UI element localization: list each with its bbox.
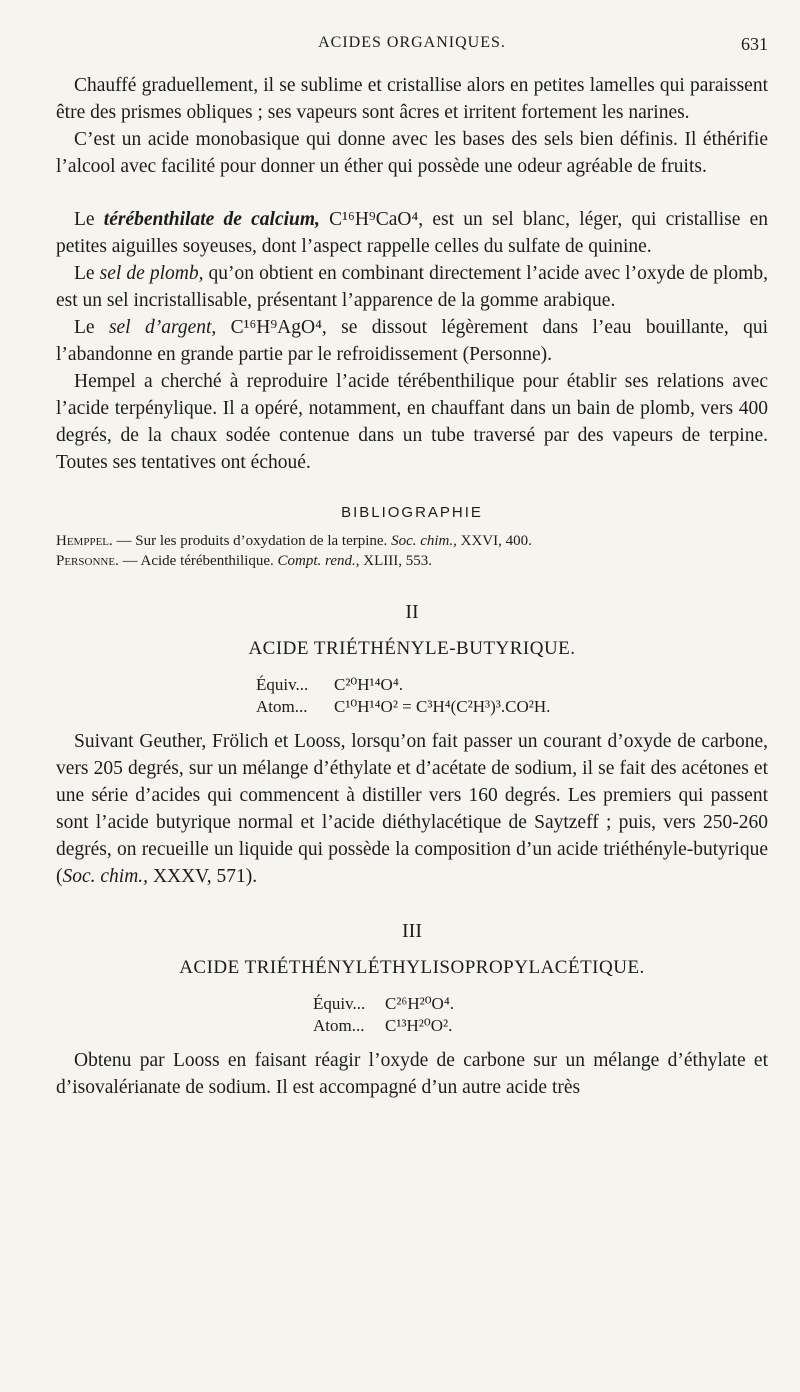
atom-formula (313, 1015, 768, 1037)
paragraph: C’est un acide monobasique qui donne avec les bases des sels bien définis. Il éthérifie l’alcool avec facilité pour donner un éther qui possède une odeur agréable de fruits. (56, 129, 768, 177)
plomb-salt-paragraph (56, 260, 768, 314)
ref-author: Hemppel. (56, 533, 113, 549)
ref-author: Personne. (56, 553, 119, 569)
formula: C¹⁶H⁹AgO⁴, (216, 317, 327, 338)
text: Suivant Geuther, Frölich et Looss, lorsqu’on fait passer un courant d’oxyde de carbone, vers 205 degrés, sur un mélange d’éthylate et d’acétate de sodium, il se fait des acétones et une série d’acides qui commencent à distiller vers 160 degrés. Les premiers qui passent sont l’acide butyrique normal et l’acide diéthylacétique de Saytzeff ; puis, vers 250-260 degrés, on recueille un liquide qui possède la composition d’un acide triéthényle-butyrique ( (56, 731, 768, 887)
equiv-formula (313, 993, 768, 1015)
ref-text: XLIII, 553. (359, 553, 432, 569)
formula-value: C¹³H²⁰O². (385, 1016, 453, 1035)
formula-label: Équiv... (256, 675, 309, 694)
formula-label: Atom... (313, 1016, 365, 1035)
atom-formula (256, 696, 768, 718)
text: Le (74, 263, 100, 284)
text: Le (74, 317, 109, 338)
ref-text: XXVI, 400. (456, 533, 532, 549)
text: qu’on obtient en combinant directement l’acide avec l’oxyde de plomb, est un sel incristallisable, présentant l’apparence de la gomme arabique. (56, 263, 768, 311)
formula-label: Atom... (256, 697, 308, 716)
text: Le (74, 209, 104, 230)
ref-text: — Acide térébenthilique. (118, 553, 278, 569)
formula-value: C²⁰H¹⁴O⁴. (334, 675, 404, 694)
salt-name: sel d’argent, (108, 317, 217, 338)
paragraph: Hempel a cherché à reproduire l’acide térébenthilique pour établir ses relations avec l’acide terpénylique. Il a opéré, notamment, en chauffant dans un bain de plomb, vers 400 degrés, de la chaux sodée contenue dans un tube traversé par des vapeurs de terpine. Toutes ses tentatives ont échoué. (56, 371, 768, 473)
formula-value: C²⁶H²⁰O⁴. (385, 994, 455, 1013)
document-page (56, 32, 768, 1101)
section-numeral: III (402, 920, 422, 942)
salt-name: sel de plomb, (99, 263, 204, 284)
text: se dissout légèrement dans l’eau bouillante, qui l’abandonne en grande partie par le refroidissement (Personne). (56, 317, 768, 365)
argent-salt-paragraph (56, 314, 768, 368)
section-title: ACIDE TRIÉTHÉNYLÉTHYLISOPROPYLACÉTIQUE. (179, 957, 645, 978)
bibliography-entry (56, 551, 768, 571)
section-title: ACIDE TRIÉTHÉNYLE-BUTYRIQUE. (248, 638, 576, 659)
formula-value: C¹⁰H¹⁴O² = C³H⁴(C²H³)³.CO²H. (334, 697, 551, 716)
section-numeral: II (405, 601, 419, 623)
text: XXXV, 571). (148, 866, 258, 887)
bibliography-title: BIBLIOGRAPHIE (341, 504, 483, 521)
text: est un sel blanc, léger, qui cristallise en petites aiguilles soyeuses, dont l’aspect rappelle celles du sulfate de quinine. (56, 209, 768, 257)
ref-journal: Compt. rend., (277, 553, 360, 569)
ref-text: — Sur les produits d’oxydation de la terpine. (112, 533, 392, 549)
section-paragraph: Obtenu par Looss en faisant réagir l’oxyde de carbone sur un mélange d’éthylate et d’isovalérianate de sodium. Il est accompagné d’un autre acide très (56, 1050, 768, 1098)
running-title: ACIDES ORGANIQUES. (318, 34, 506, 51)
formula: C¹⁶H⁹CaO⁴, (329, 209, 424, 230)
running-header (56, 32, 768, 58)
formula-label: Équiv... (313, 994, 366, 1013)
journal: Soc. chim., (62, 866, 149, 887)
calcium-salt-paragraph (56, 206, 768, 260)
page-number: 631 (741, 34, 768, 54)
salt-name: térébenthilate de calcium, (103, 209, 320, 230)
bibliography-entry (56, 531, 768, 551)
paragraph: Chauffé graduellement, il se sublime et cristallise alors en petites lamelles qui paraissent être des prismes obliques ; ses vapeurs sont âcres et irritent fortement les narines. (56, 75, 768, 123)
ref-journal: Soc. chim., (391, 533, 457, 549)
section-paragraph (56, 728, 768, 890)
equiv-formula (256, 674, 768, 696)
